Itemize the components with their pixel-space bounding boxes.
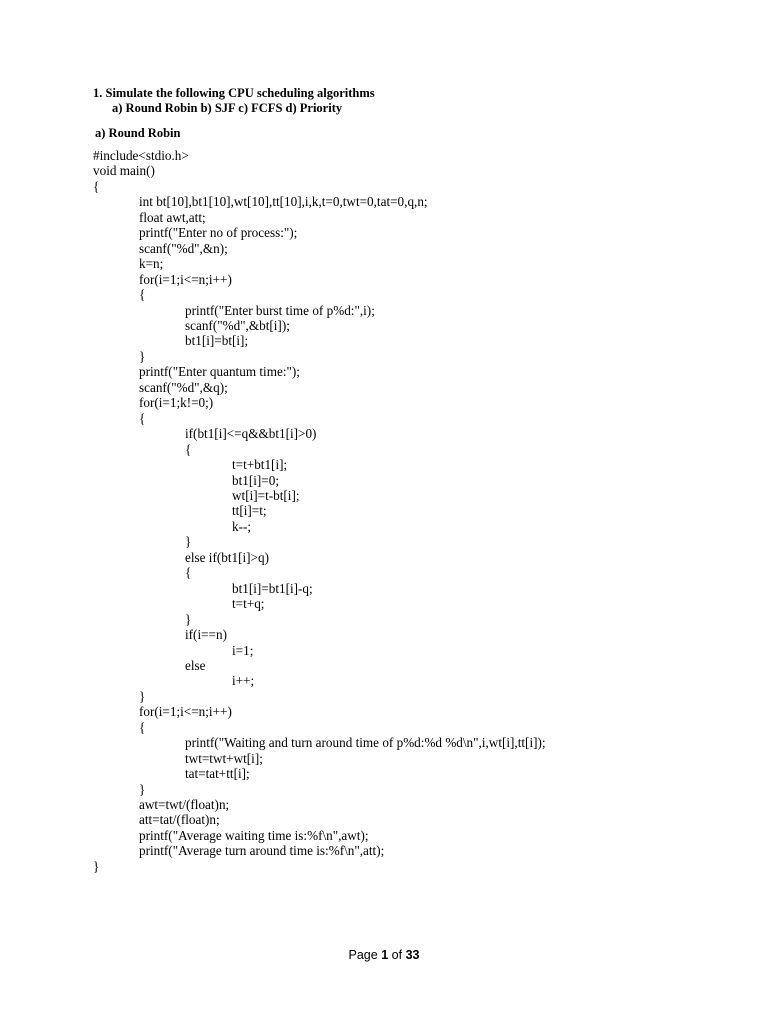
code-line: [93, 194, 733, 209]
code-line: [93, 550, 733, 565]
page-number: 1: [381, 948, 389, 962]
code-line-text: att=tat/(float)n;: [139, 812, 220, 828]
code-line-text: printf("Enter no of process:");: [139, 225, 298, 241]
code-line: [93, 457, 733, 472]
code-line-text: {: [139, 287, 146, 303]
code-line: [93, 210, 733, 225]
code-line: [93, 534, 733, 549]
code-line-text: printf("Enter quantum time:");: [139, 364, 300, 380]
code-line-text: bt1[i]=bt1[i]-q;: [232, 580, 313, 596]
code-line: [93, 797, 733, 812]
code-line: [93, 442, 733, 457]
code-line-text: }: [139, 348, 146, 364]
of-word: of: [391, 948, 403, 962]
code-line-text: i=1;: [232, 642, 254, 658]
code-line-text: for(i=1;i<=n;i++): [139, 271, 232, 287]
code-line: [93, 704, 733, 719]
question-subtitle: a) Round Robin b) SJF c) FCFS d) Priority: [112, 101, 343, 115]
code-line-text: i++;: [232, 673, 255, 689]
code-line-text: void main(): [93, 163, 155, 179]
section-title: a) Round Robin: [95, 126, 181, 140]
code-line: [93, 426, 733, 441]
code-line-text: scanf("%d",&n);: [139, 240, 228, 256]
code-line-text: bt1[i]=0;: [232, 472, 279, 488]
code-line-text: k=n;: [139, 256, 164, 272]
code-line-text: tt[i]=t;: [232, 503, 267, 519]
code-line: [93, 287, 733, 302]
code-line-text: {: [185, 565, 192, 581]
code-listing: [93, 148, 733, 874]
code-line-text: }: [185, 534, 192, 550]
code-line-text: {: [93, 178, 100, 194]
code-line-text: scanf("%d",&bt[i]);: [185, 317, 290, 333]
code-line-text: for(i=1;k!=0;): [139, 395, 214, 411]
code-line-text: wt[i]=t-bt[i];: [232, 487, 300, 503]
code-line: [93, 859, 733, 874]
question-title: 1. Simulate the following CPU scheduling algorithms: [93, 86, 375, 100]
code-line-text: int bt[10],bt1[10],wt[10],tt[10],i,k,t=0,twt=0,tat=0,q,n;: [139, 194, 428, 210]
code-line-text: {: [139, 719, 146, 735]
code-line: [93, 581, 733, 596]
code-line: [93, 488, 733, 503]
code-line-text: bt1[i]=bt[i];: [185, 333, 249, 349]
code-line: [93, 241, 733, 256]
code-line: [93, 766, 733, 781]
code-line: [93, 643, 733, 658]
code-line-text: t=t+bt1[i];: [232, 457, 288, 473]
code-line-text: }: [185, 611, 192, 627]
code-line-text: else: [185, 657, 206, 673]
code-line-text: scanf("%d",&q);: [139, 379, 228, 395]
page-total: 33: [405, 948, 420, 962]
code-line: [93, 395, 733, 410]
code-line: [93, 303, 733, 318]
code-line: [93, 519, 733, 534]
code-line-text: awt=twt/(float)n;: [139, 797, 230, 813]
code-line: [93, 148, 733, 163]
code-line: [93, 565, 733, 580]
code-line: [93, 411, 733, 426]
code-line: [93, 179, 733, 194]
code-line: [93, 673, 733, 688]
code-line: [93, 364, 733, 379]
code-line: [93, 163, 733, 178]
code-line: [93, 627, 733, 642]
page-word: Page: [348, 948, 378, 962]
code-line: [93, 751, 733, 766]
code-line: [93, 272, 733, 287]
code-line: [93, 612, 733, 627]
code-line-text: float awt,att;: [139, 209, 206, 225]
code-line-text: printf("Average waiting time is:%f\n",awt);: [139, 827, 369, 843]
code-line-text: for(i=1;i<=n;i++): [139, 704, 232, 720]
code-line-text: tat=tat+tt[i];: [185, 766, 250, 782]
code-line: [93, 828, 733, 843]
code-line: [93, 812, 733, 827]
code-line: [93, 318, 733, 333]
code-line: [93, 658, 733, 673]
code-line-text: #include<stdio.h>: [93, 148, 189, 163]
code-line: [93, 782, 733, 797]
code-line: [93, 349, 733, 364]
code-line: [93, 225, 733, 240]
code-line-text: {: [139, 410, 146, 426]
code-line-text: {: [185, 441, 192, 457]
code-line: [93, 689, 733, 704]
code-line: [93, 720, 733, 735]
code-line: [93, 473, 733, 488]
code-line-text: k--;: [232, 518, 252, 534]
code-line-text: }: [139, 781, 146, 797]
page-footer: [0, 947, 768, 963]
code-line-text: t=t+q;: [232, 596, 265, 612]
code-line-text: twt=twt+wt[i];: [185, 750, 263, 766]
code-line-text: printf("Waiting and turn around time of p%d:%d %d\n",i,wt[i],tt[i]);: [185, 735, 546, 751]
code-line: [93, 503, 733, 518]
code-line-text: if(i==n): [185, 627, 227, 643]
code-line-text: printf("Average turn around time is:%f\n",att);: [139, 843, 385, 859]
code-line: [93, 735, 733, 750]
code-line-text: else if(bt1[i]>q): [185, 549, 269, 565]
code-line: [93, 333, 733, 348]
code-line: [93, 843, 733, 858]
code-line-text: }: [93, 858, 100, 874]
code-line-text: printf("Enter burst time of p%d:",i);: [185, 302, 375, 318]
code-line-text: if(bt1[i]<=q&&bt1[i]>0): [185, 426, 317, 442]
code-line: [93, 256, 733, 271]
code-line-text: }: [139, 688, 146, 704]
code-line: [93, 596, 733, 611]
code-line: [93, 380, 733, 395]
